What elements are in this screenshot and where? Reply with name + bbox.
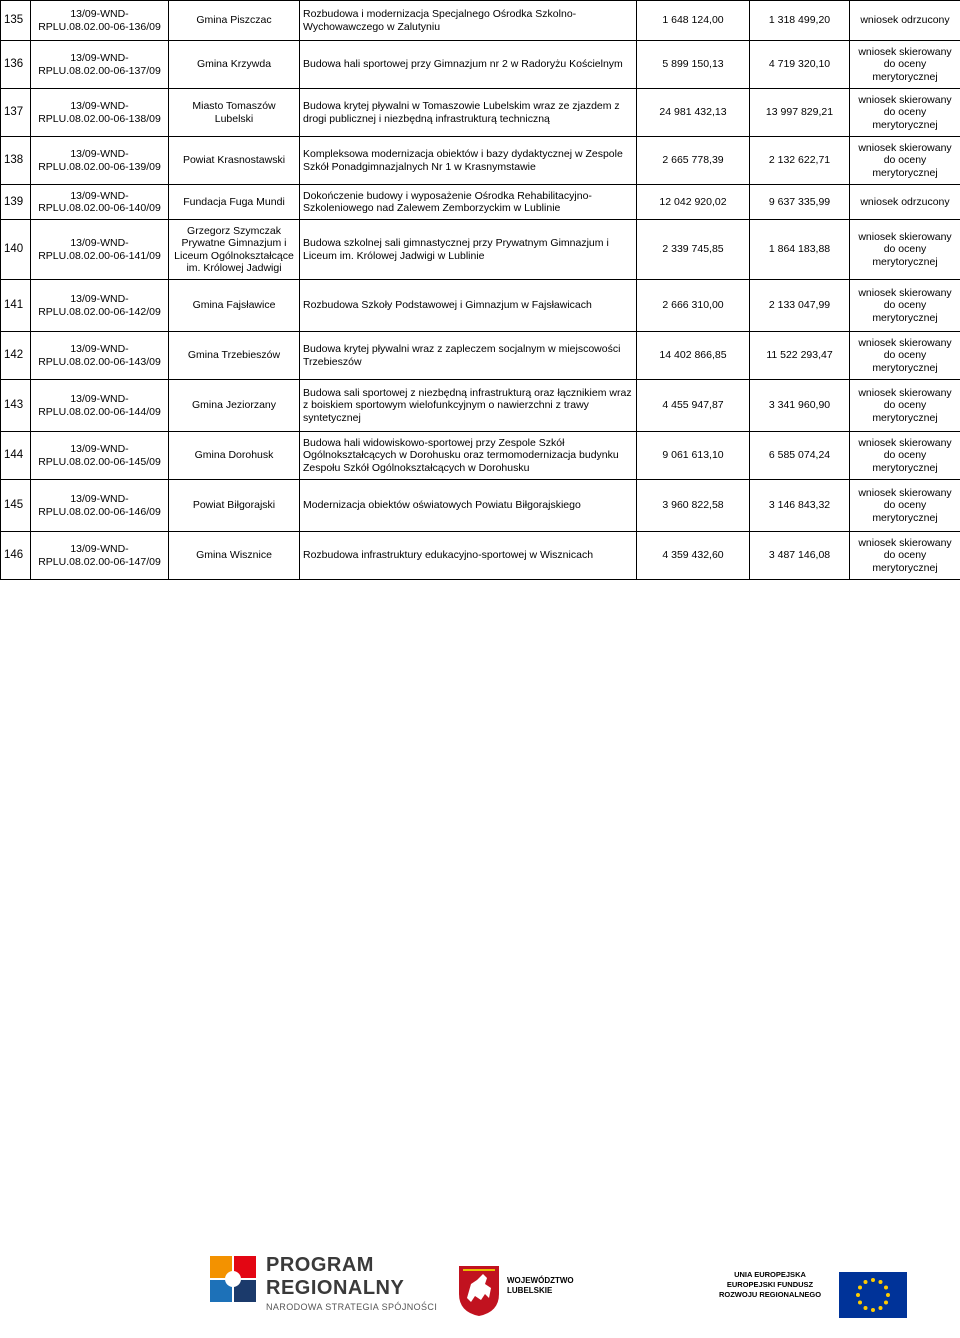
program-logo-line2: REGIONALNY	[266, 1277, 404, 1300]
row-number: 137	[1, 89, 31, 137]
project-title: Dokończenie budowy i wyposażenie Ośrodka Rehabilitacyjno-Szkoleniowego nad Zalewem Zemborzyckim w Lublinie	[300, 185, 637, 220]
application-status: wniosek skierowany do oceny merytorycznej	[850, 532, 960, 580]
grant-amount: 4 719 320,10	[750, 41, 850, 89]
projects-table-body	[1, 1, 960, 580]
grant-amount: 3 487 146,08	[750, 532, 850, 580]
eu-star-icon	[871, 1278, 875, 1282]
grant-amount: 2 132 622,71	[750, 137, 850, 185]
projects-table	[0, 0, 960, 580]
grant-amount: 1 864 183,88	[750, 220, 850, 280]
beneficiary: Gmina Krzywda	[169, 41, 300, 89]
application-status: wniosek skierowany do oceny merytorycznej	[850, 137, 960, 185]
eu-flag-icon	[839, 1272, 907, 1318]
beneficiary: Gmina Wisznice	[169, 532, 300, 580]
eu-star-icon	[856, 1293, 860, 1297]
row-number: 146	[1, 532, 31, 580]
table-row	[1, 41, 960, 89]
application-code: 13/09-WND-RPLU.08.02.00-06-143/09	[31, 332, 169, 380]
grant-amount: 11 522 293,47	[750, 332, 850, 380]
total-cost: 2 666 310,00	[637, 280, 750, 332]
project-title: Rozbudowa infrastruktury edukacyjno-sportowej w Wisznicach	[300, 532, 637, 580]
row-number: 136	[1, 41, 31, 89]
application-status: wniosek skierowany do oceny merytorycznej	[850, 432, 960, 480]
application-status: wniosek odrzucony	[850, 1, 960, 41]
eu-star-icon	[858, 1286, 862, 1290]
table-row	[1, 1, 960, 41]
total-cost: 24 981 432,13	[637, 89, 750, 137]
total-cost: 1 648 124,00	[637, 1, 750, 41]
grant-amount: 6 585 074,24	[750, 432, 850, 480]
project-title: Modernizacja obiektów oświatowych Powiatu Biłgorajskiego	[300, 480, 637, 532]
table-row	[1, 532, 960, 580]
project-title: Budowa szkolnej sali gimnastycznej przy Prywatnym Gimnazjum i Liceum im. Królowej Jadwigi w Lublinie	[300, 220, 637, 280]
footer-logos	[0, 622, 960, 722]
eu-star-icon	[886, 1293, 890, 1297]
eu-label	[705, 1270, 835, 1300]
total-cost: 14 402 866,85	[637, 332, 750, 380]
application-code: 13/09-WND-RPLU.08.02.00-06-137/09	[31, 41, 169, 89]
table-row	[1, 185, 960, 220]
project-title: Budowa hali widowiskowo-sportowej przy Zespole Szkół Ogólnokształcących w Dorohusku oraz termomodernizacja budynku Zespołu Szkół Ogólnokształcących w Dorohusku	[300, 432, 637, 480]
beneficiary: Gmina Piszczac	[169, 1, 300, 41]
total-cost: 5 899 150,13	[637, 41, 750, 89]
beneficiary: Gmina Dorohusk	[169, 432, 300, 480]
total-cost: 4 359 432,60	[637, 532, 750, 580]
table-row	[1, 432, 960, 480]
row-number: 139	[1, 185, 31, 220]
eu-star-icon	[879, 1280, 883, 1284]
project-title: Rozbudowa Szkoły Podstawowej i Gimnazjum w Fajsławicach	[300, 280, 637, 332]
application-code: 13/09-WND-RPLU.08.02.00-06-144/09	[31, 380, 169, 432]
application-status: wniosek odrzucony	[850, 185, 960, 220]
table-row	[1, 89, 960, 137]
row-number: 141	[1, 280, 31, 332]
program-logo-line1: PROGRAM	[266, 1254, 374, 1277]
row-number: 143	[1, 380, 31, 432]
program-logo-line3: NARODOWA STRATEGIA SPÓJNOŚCI	[266, 1302, 437, 1312]
grant-amount: 13 997 829,21	[750, 89, 850, 137]
row-number: 145	[1, 480, 31, 532]
total-cost: 4 455 947,87	[637, 380, 750, 432]
application-code: 13/09-WND-RPLU.08.02.00-06-146/09	[31, 480, 169, 532]
table-row	[1, 380, 960, 432]
lubelskie-line2: LUBELSKIE	[507, 1286, 552, 1295]
application-status: wniosek skierowany do oceny merytorycznej	[850, 380, 960, 432]
application-code: 13/09-WND-RPLU.08.02.00-06-145/09	[31, 432, 169, 480]
eu-star-icon	[884, 1286, 888, 1290]
eu-star-icon	[864, 1280, 868, 1284]
row-number: 138	[1, 137, 31, 185]
program-regionalny-emblem-icon	[206, 1252, 262, 1322]
project-title: Budowa hali sportowej przy Gimnazjum nr 2 w Radoryżu Kościelnym	[300, 41, 637, 89]
project-title: Budowa sali sportowej z niezbędną infrastrukturą oraz łącznikiem wraz z boiskiem sportowym wielofunkcyjnym o nawierzchni z trawy syntetycznej	[300, 380, 637, 432]
application-status: wniosek skierowany do oceny merytorycznej	[850, 480, 960, 532]
application-status: wniosek skierowany do oceny merytorycznej	[850, 89, 960, 137]
total-cost: 2 339 745,85	[637, 220, 750, 280]
application-code: 13/09-WND-RPLU.08.02.00-06-141/09	[31, 220, 169, 280]
application-status: wniosek skierowany do oceny merytorycznej	[850, 220, 960, 280]
grant-amount: 1 318 499,20	[750, 1, 850, 41]
application-code: 13/09-WND-RPLU.08.02.00-06-139/09	[31, 137, 169, 185]
table-row	[1, 137, 960, 185]
beneficiary: Powiat Biłgorajski	[169, 480, 300, 532]
application-status: wniosek skierowany do oceny merytorycznej	[850, 332, 960, 380]
eu-star-icon	[858, 1301, 862, 1305]
eu-star-icon	[871, 1308, 875, 1312]
row-number: 142	[1, 332, 31, 380]
table-row	[1, 332, 960, 380]
program-regionalny-logo	[206, 1248, 386, 1338]
beneficiary: Fundacja Fuga Mundi	[169, 185, 300, 220]
project-title: Budowa krytej pływalni w Tomaszowie Lubelskim wraz ze zjazdem z drogi publicznej i niezbędną infrastrukturą techniczną	[300, 89, 637, 137]
lubelskie-coat-of-arms-icon	[457, 1264, 501, 1318]
grant-amount: 3 341 960,90	[750, 380, 850, 432]
project-title: Budowa krytej pływalni wraz z zapleczem socjalnym w miejscowości Trzebieszów	[300, 332, 637, 380]
beneficiary: Gmina Trzebieszów	[169, 332, 300, 380]
wojewodztwo-lubelskie-logo	[455, 1262, 565, 1332]
beneficiary: Gmina Fajsławice	[169, 280, 300, 332]
grant-amount: 2 133 047,99	[750, 280, 850, 332]
application-code: 13/09-WND-RPLU.08.02.00-06-138/09	[31, 89, 169, 137]
row-number: 144	[1, 432, 31, 480]
eu-line1: UNIA EUROPEJSKA	[734, 1270, 806, 1279]
eu-line3: ROZWOJU REGIONALNEGO	[719, 1290, 821, 1299]
total-cost: 2 665 778,39	[637, 137, 750, 185]
beneficiary: Gmina Jeziorzany	[169, 380, 300, 432]
table-row	[1, 220, 960, 280]
beneficiary: Grzegorz Szymczak Prywatne Gimnazjum i Liceum Ogólnokształcące im. Królowej Jadwigi	[169, 220, 300, 280]
application-status: wniosek skierowany do oceny merytorycznej	[850, 41, 960, 89]
application-code: 13/09-WND-RPLU.08.02.00-06-140/09	[31, 185, 169, 220]
application-code: 13/09-WND-RPLU.08.02.00-06-147/09	[31, 532, 169, 580]
row-number: 140	[1, 220, 31, 280]
eu-star-icon	[884, 1301, 888, 1305]
project-title: Rozbudowa i modernizacja Specjalnego Ośrodka Szkolno-Wychowawczego w Zalutyniu	[300, 1, 637, 41]
beneficiary: Miasto Tomaszów Lubelski	[169, 89, 300, 137]
lubelskie-line1: WOJEWÓDZTWO	[507, 1276, 574, 1285]
table-row	[1, 480, 960, 532]
project-title: Kompleksowa modernizacja obiektów i bazy dydaktycznej w Zespole Szkół Ponadgimnazjalnych Nr 1 w Krasnymstawie	[300, 137, 637, 185]
total-cost: 9 061 613,10	[637, 432, 750, 480]
grant-amount: 3 146 843,32	[750, 480, 850, 532]
table-row	[1, 280, 960, 332]
application-code: 13/09-WND-RPLU.08.02.00-06-136/09	[31, 1, 169, 41]
beneficiary: Powiat Krasnostawski	[169, 137, 300, 185]
row-number: 135	[1, 1, 31, 41]
total-cost: 12 042 920,02	[637, 185, 750, 220]
eu-star-icon	[864, 1306, 868, 1310]
lubelskie-label	[507, 1276, 574, 1296]
application-status: wniosek skierowany do oceny merytorycznej	[850, 280, 960, 332]
eu-star-icon	[879, 1306, 883, 1310]
eu-logo	[705, 1268, 905, 1328]
grant-amount: 9 637 335,99	[750, 185, 850, 220]
total-cost: 3 960 822,58	[637, 480, 750, 532]
application-code: 13/09-WND-RPLU.08.02.00-06-142/09	[31, 280, 169, 332]
eu-line2: EUROPEJSKI FUNDUSZ	[727, 1280, 813, 1289]
